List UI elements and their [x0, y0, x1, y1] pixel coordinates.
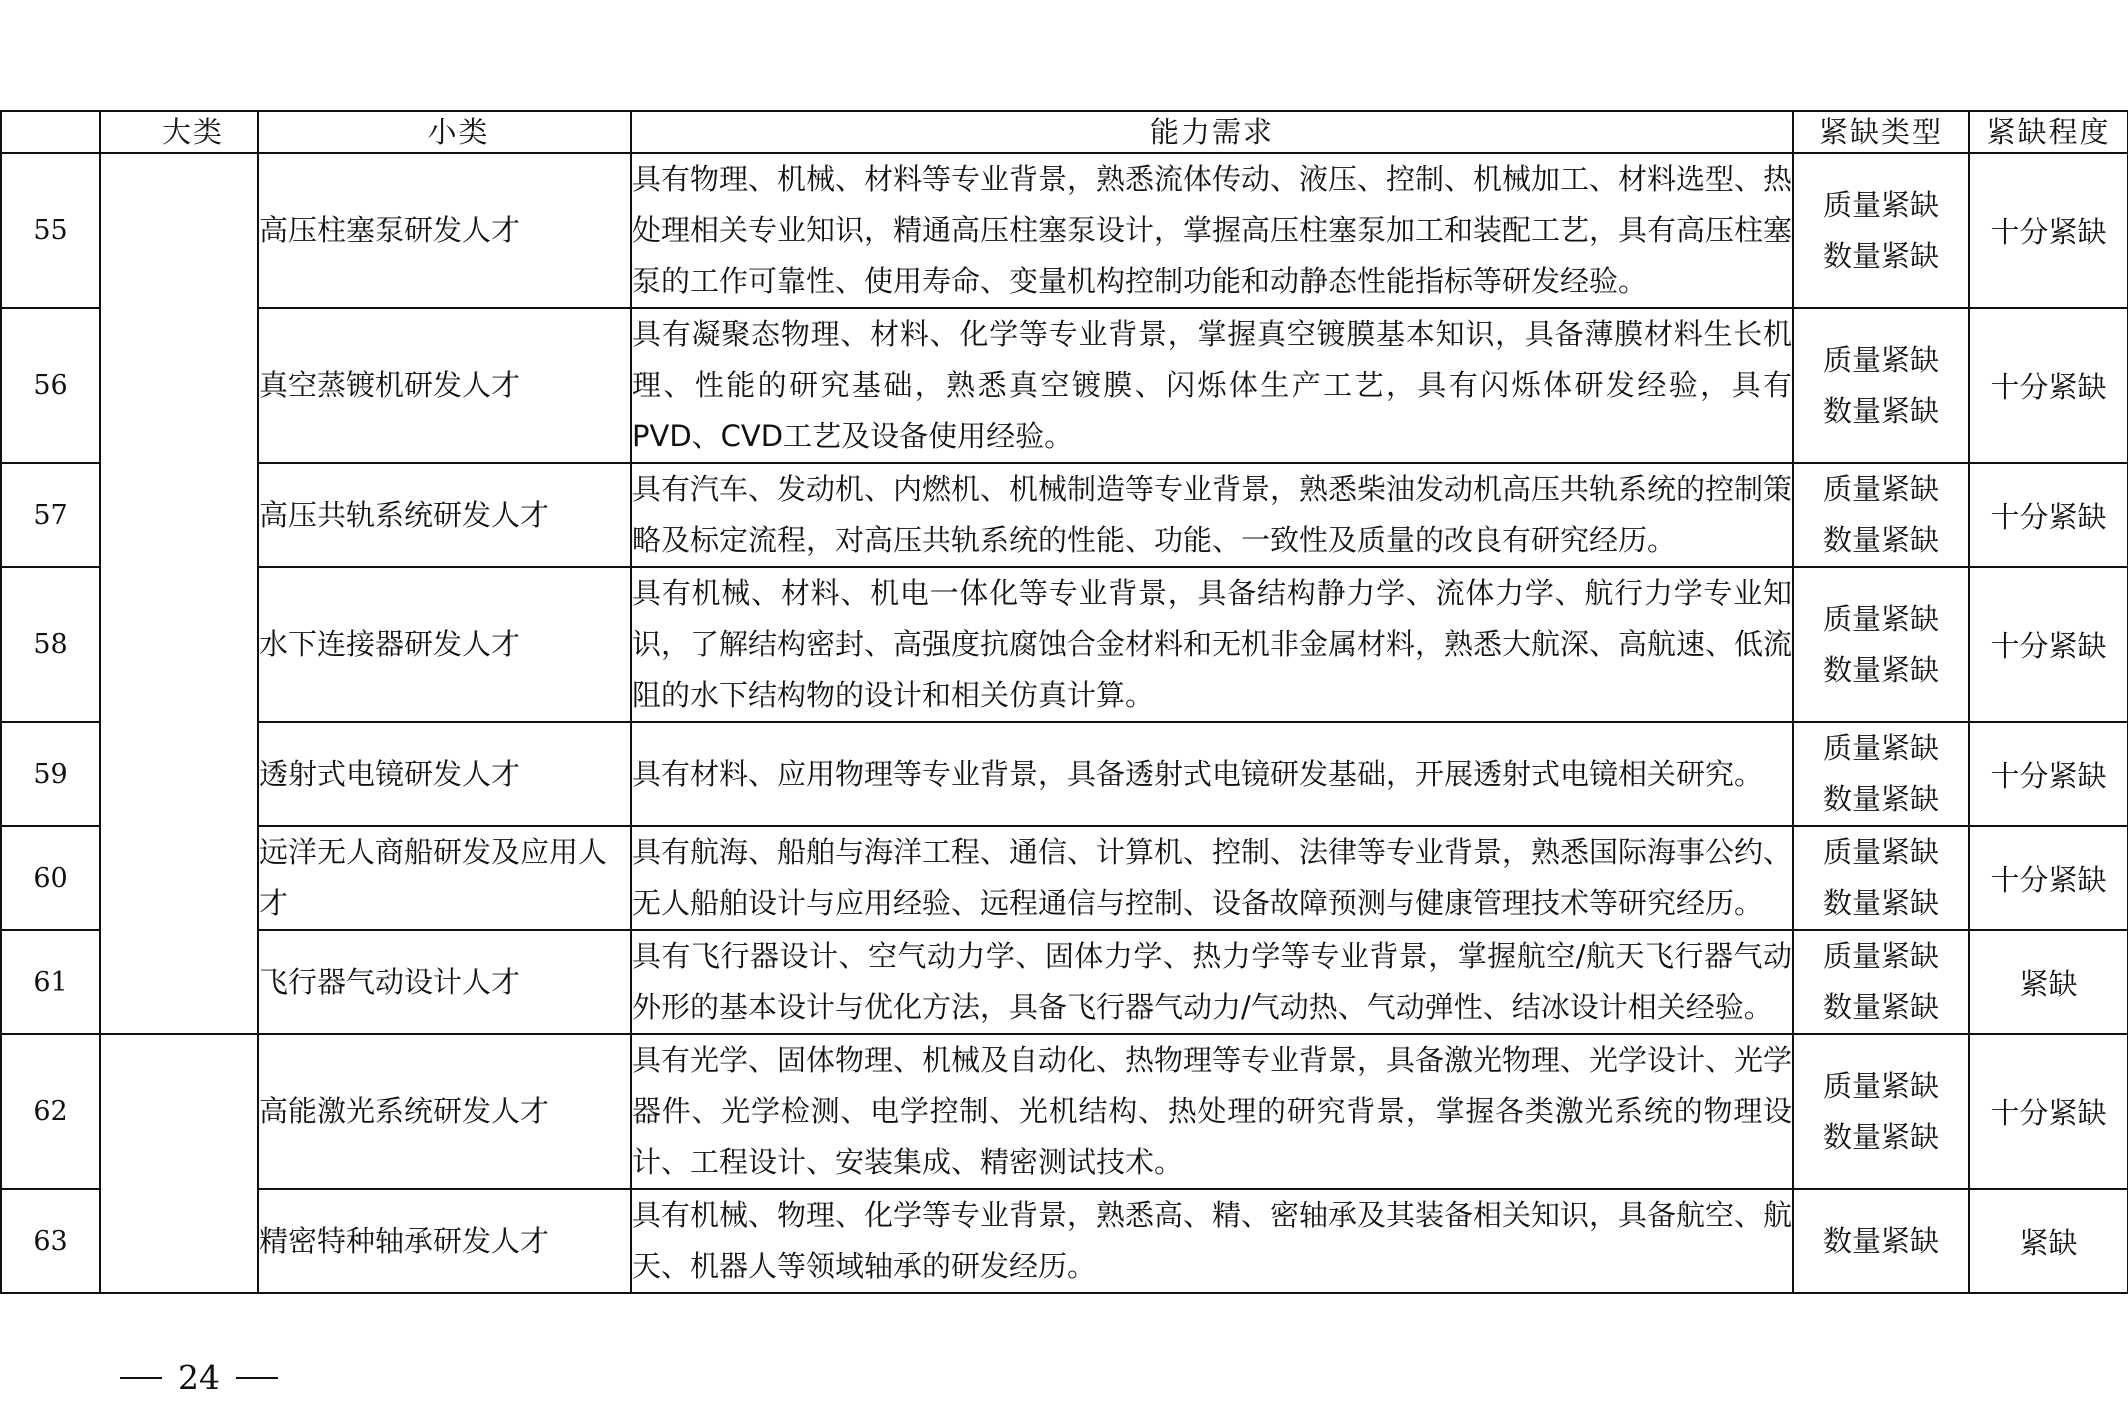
- row-number: 60: [1, 826, 100, 930]
- page-footer: [120, 1358, 278, 1398]
- requirement-cell: 具有航海、船舶与海洋工程、通信、计算机、控制、法律等专业背景，熟悉国际海事公约、无人船舶设计与应用经验、远程通信与控制、设备故障预测与健康管理技术等研究经历。: [631, 826, 1793, 930]
- page-number: 24: [178, 1358, 220, 1397]
- shortage-degree-cell: 十分紧缺: [1969, 722, 2128, 826]
- shortage-type-line: 质量紧缺: [1822, 939, 1939, 973]
- table-row: [1, 1189, 2128, 1293]
- shortage-type-cell: [1793, 1189, 1969, 1293]
- shortage-type-line: 数量紧缺: [1822, 886, 1939, 920]
- footer-dash-right: [236, 1377, 278, 1379]
- major-category-cell: [100, 1034, 258, 1293]
- table-row: [1, 308, 2128, 463]
- header-major-category: 大类: [100, 111, 258, 153]
- shortage-degree-cell: 十分紧缺: [1969, 153, 2128, 308]
- shortage-type-line: 质量紧缺: [1822, 342, 1939, 377]
- table-row: [1, 1034, 2128, 1189]
- shortage-degree-cell: 十分紧缺: [1969, 463, 2128, 567]
- requirement-cell: 具有汽车、发动机、内燃机、机械制造等专业背景，熟悉柴油发动机高压共轨系统的控制策略及标定流程，对高压共轨系统的性能、功能、一致性及质量的改良有研究经历。: [631, 463, 1793, 567]
- shortage-type-line: 质量紧缺: [1822, 731, 1939, 765]
- shortage-type-line: 质量紧缺: [1822, 601, 1939, 636]
- table-row: [1, 463, 2128, 567]
- table-row: [1, 567, 2128, 722]
- sub-category-cell: 水下连接器研发人才: [258, 567, 631, 722]
- shortage-degree-cell: 十分紧缺: [1969, 308, 2128, 463]
- row-number: 63: [1, 1189, 100, 1293]
- sub-category-cell: 远洋无人商船研发及应用人才: [258, 826, 631, 930]
- footer-dash-left: [120, 1377, 162, 1379]
- header-ability-requirement: 能力需求: [631, 111, 1793, 153]
- table-row: [1, 930, 2128, 1034]
- row-number: 61: [1, 930, 100, 1034]
- shortage-type-cell: [1793, 567, 1969, 722]
- shortage-type-line: 数量紧缺: [1822, 393, 1939, 428]
- shortage-type-cell: [1793, 153, 1969, 308]
- row-number: 62: [1, 1034, 100, 1189]
- row-number: 59: [1, 722, 100, 826]
- shortage-type-cell: [1793, 463, 1969, 567]
- shortage-degree-cell: 紧缺: [1969, 1189, 2128, 1293]
- shortage-type-line: 质量紧缺: [1822, 187, 1939, 222]
- shortage-type-line: 质量紧缺: [1822, 472, 1939, 506]
- row-number: 57: [1, 463, 100, 567]
- header-shortage-type: 紧缺类型: [1793, 111, 1969, 153]
- shortage-type-line: 质量紧缺: [1822, 835, 1939, 869]
- row-number: 56: [1, 308, 100, 463]
- shortage-degree-cell: 十分紧缺: [1969, 567, 2128, 722]
- requirement-cell: 具有机械、材料、机电一体化等专业背景，具备结构静力学、流体力学、航行力学专业知识，了解结构密封、高强度抗腐蚀合金材料和无机非金属材料，熟悉大航深、高航速、低流阻的水下结构物的设计和相关仿真计算。: [631, 567, 1793, 722]
- header-sub-category: 小类: [258, 111, 631, 153]
- shortage-type-line: 数量紧缺: [1822, 782, 1939, 816]
- sub-category-cell: 高压共轨系统研发人才: [258, 463, 631, 567]
- requirement-cell: 具有材料、应用物理等专业背景，具备透射式电镜研发基础，开展透射式电镜相关研究。: [631, 722, 1793, 826]
- major-category-cell: [100, 153, 258, 1034]
- sub-category-cell: 飞行器气动设计人才: [258, 930, 631, 1034]
- talent-table: [0, 110, 2128, 1294]
- table-row: [1, 153, 2128, 308]
- shortage-type-cell: [1793, 722, 1969, 826]
- table-row: [1, 826, 2128, 930]
- header-row: [1, 111, 2128, 153]
- shortage-type-cell: [1793, 930, 1969, 1034]
- requirement-cell: 具有物理、机械、材料等专业背景，熟悉流体传动、液压、控制、机械加工、材料选型、热处理相关专业知识，精通高压柱塞泵设计，掌握高压柱塞泵加工和装配工艺，具有高压柱塞泵的工作可靠性、使用寿命、变量机构控制功能和动静态性能指标等研发经验。: [631, 153, 1793, 308]
- header-shortage-degree: 紧缺程度: [1969, 111, 2128, 153]
- shortage-degree-cell: 紧缺: [1969, 930, 2128, 1034]
- requirement-cell: 具有凝聚态物理、材料、化学等专业背景，掌握真空镀膜基本知识，具备薄膜材料生长机理、性能的研究基础，熟悉真空镀膜、闪烁体生产工艺，具有闪烁体研发经验，具有PVD、CVD工艺及设备使用经验。: [631, 308, 1793, 463]
- shortage-type-cell: [1793, 826, 1969, 930]
- requirement-cell: 具有光学、固体物理、机械及自动化、热物理等专业背景，具备激光物理、光学设计、光学器件、光学检测、电学控制、光机结构、热处理的研究背景，掌握各类激光系统的物理设计、工程设计、安装集成、精密测试技术。: [631, 1034, 1793, 1189]
- shortage-type-line: 数量紧缺: [1822, 1119, 1939, 1154]
- shortage-type-line: 质量紧缺: [1822, 1068, 1939, 1103]
- row-number: 58: [1, 567, 100, 722]
- sub-category-cell: 高压柱塞泵研发人才: [258, 153, 631, 308]
- shortage-type-line: 数量紧缺: [1822, 990, 1939, 1024]
- shortage-type-line: 数量紧缺: [1822, 1223, 1939, 1258]
- sub-category-cell: 精密特种轴承研发人才: [258, 1189, 631, 1293]
- row-number: 55: [1, 153, 100, 308]
- requirement-cell: 具有机械、物理、化学等专业背景，熟悉高、精、密轴承及其装备相关知识，具备航空、航天、机器人等领域轴承的研发经历。: [631, 1189, 1793, 1293]
- sub-category-cell: 高能激光系统研发人才: [258, 1034, 631, 1189]
- shortage-degree-cell: 十分紧缺: [1969, 1034, 2128, 1189]
- table-row: [1, 722, 2128, 826]
- shortage-type-line: 数量紧缺: [1822, 523, 1939, 557]
- shortage-degree-cell: 十分紧缺: [1969, 826, 2128, 930]
- shortage-type-cell: [1793, 1034, 1969, 1189]
- requirement-cell: 具有飞行器设计、空气动力学、固体力学、热力学等专业背景，掌握航空/航天飞行器气动外形的基本设计与优化方法，具备飞行器气动力/气动热、气动弹性、结冰设计相关经验。: [631, 930, 1793, 1034]
- shortage-type-line: 数量紧缺: [1822, 238, 1939, 273]
- sub-category-cell: 透射式电镜研发人才: [258, 722, 631, 826]
- header-number: [1, 111, 100, 153]
- sub-category-cell: 真空蒸镀机研发人才: [258, 308, 631, 463]
- shortage-type-cell: [1793, 308, 1969, 463]
- shortage-type-line: 数量紧缺: [1822, 652, 1939, 687]
